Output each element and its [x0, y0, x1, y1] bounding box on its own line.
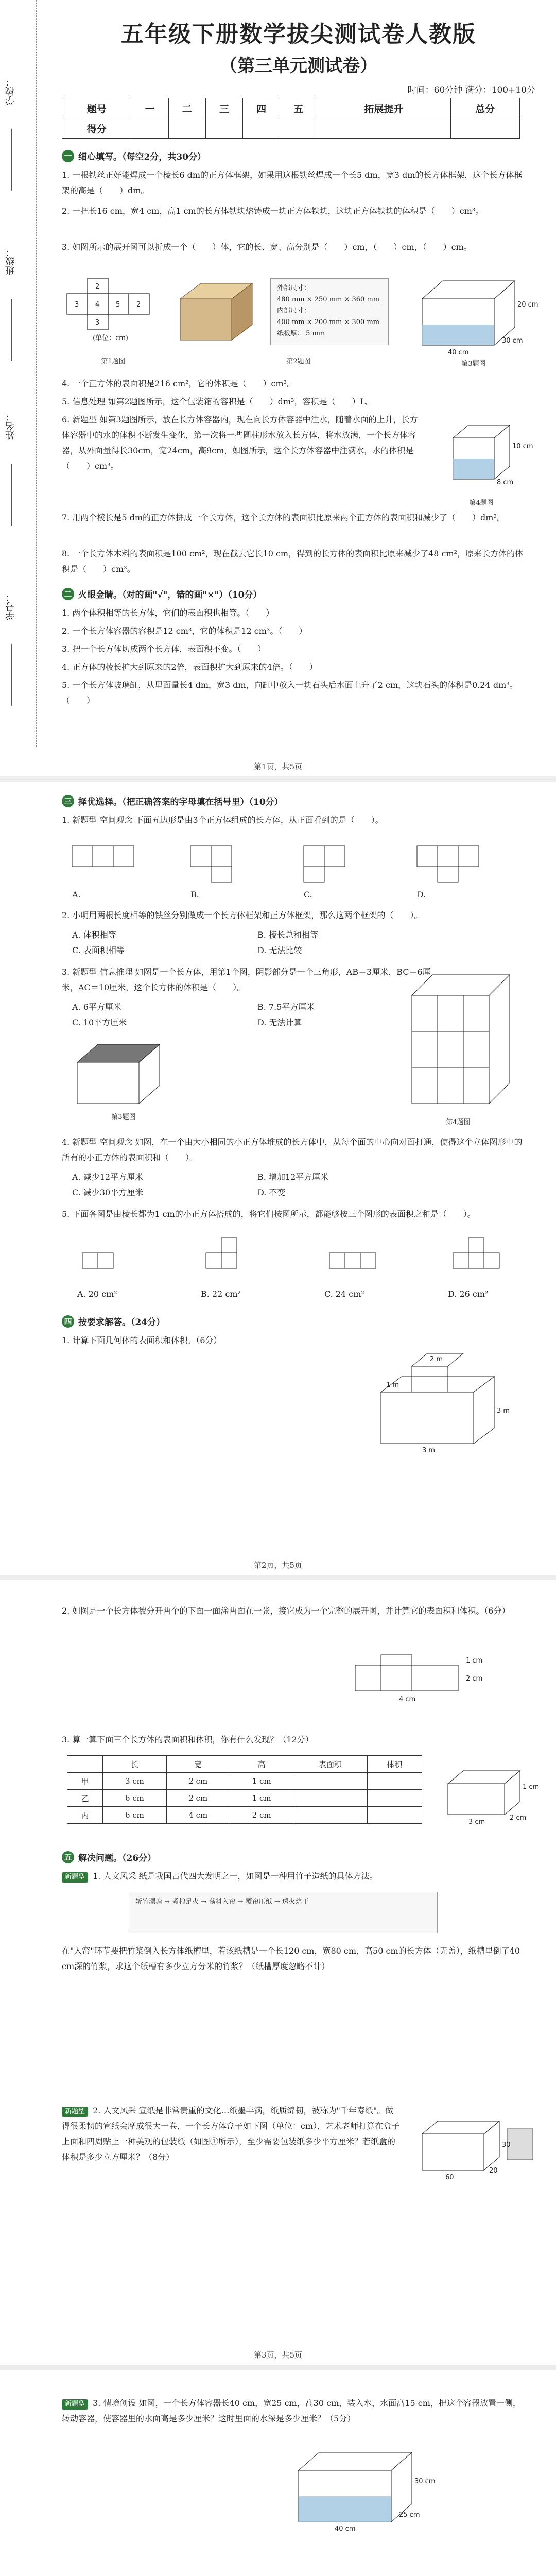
- net-dim: 2: [95, 283, 100, 291]
- problem-1-detail: 在"入帘"环节要把竹浆倒入长方体纸槽里，若该纸槽是一个长120 cm，宽80 cm，高50 cm的长方体（无盖），纸槽里倒了40 cm深的竹浆，求这个纸槽有多少立方分米的竹浆？（纸槽厚度忽略不计）: [62, 1946, 520, 1971]
- package-spec-card: [270, 278, 389, 345]
- figure-caption: 第1题图: [101, 358, 126, 365]
- page-title: 五年级下册数学拔尖测试卷人教版: [121, 21, 476, 47]
- score-cell[interactable]: [243, 118, 280, 139]
- judge-item-1: 1. 两个体积相等的长方体，它们的表面积也相等。（ ）: [62, 608, 274, 618]
- solid-dim: 3 m: [422, 1447, 436, 1454]
- choice-5-option-b[interactable]: B. 22 cm²: [201, 1289, 241, 1299]
- rotating-container-figure: [288, 2434, 436, 2533]
- water-container-figure: [412, 268, 538, 357]
- step-label: 煮楻足火: [172, 1898, 199, 1906]
- figure-caption: 第3题图: [111, 1113, 136, 1121]
- question-1-7: 7. 用两个棱长是5 dm的正方体拼成一个长方体，这个长方体的表面积比原来两个正方体的表面积和减少了（ ）dm²。: [62, 513, 505, 522]
- answer-cell[interactable]: [293, 1807, 367, 1824]
- page-footer: 第3页，共5页: [253, 2350, 303, 2360]
- table-cell: 2 cm: [166, 1790, 230, 1807]
- answer-cell[interactable]: [367, 1790, 422, 1807]
- section-5-heading: [62, 1851, 525, 1863]
- question-1-1: 1. 一根铁丝正好能焊成一个棱长6 dm的正方体框架，如果用这根铁丝焊成一个长5 dm，宽3 dm的长方体框架，这个长方体框架的高是（ ）dm。: [62, 170, 523, 195]
- score-table: [62, 98, 520, 139]
- table-row: [67, 1807, 422, 1824]
- package-box-figure: [175, 278, 263, 345]
- choice-1-option-d[interactable]: D.: [417, 890, 426, 900]
- net-figure: [67, 273, 165, 350]
- table-cell: 2 cm: [166, 1773, 230, 1790]
- table-cell: 丙: [67, 1807, 103, 1824]
- solid-dim: 3 m: [497, 1407, 510, 1415]
- score-header-cell: 四: [243, 98, 280, 118]
- box-dim: 20: [489, 2167, 498, 2175]
- question-1-3: 3. 如图所示的展开图可以折成一个（ ）体，它的长、宽、高分别是（ ）cm，（ ）cm，（ ）cm。: [62, 242, 472, 252]
- net-dim: 3: [95, 319, 100, 327]
- table-row: [67, 1773, 422, 1790]
- choice-4-option-c[interactable]: C. 减少30平方厘米: [72, 1188, 144, 1197]
- problem-3-text: 3. 情境创设 如图，一个长方体容器长40 cm，宽25 cm，高30 cm，装入水，水面高15 cm，把这个容器放置一侧，转动容器，使容器里的水面高是多少厘米？这时里面的水深是多少厘米？（5分）: [62, 2398, 521, 2424]
- step-label: 荡料入帘: [208, 1898, 236, 1906]
- table-cell: 3 cm: [103, 1773, 166, 1790]
- problem-1-text: 1. 人文风采 纸是我国古代四大发明之一，如图是一种用竹子造纸的具体方法。: [93, 1871, 378, 1881]
- score-header-cell: 拓展提升: [317, 98, 450, 118]
- answer-cell[interactable]: [293, 1790, 367, 1807]
- choice-1-option-b[interactable]: B.: [190, 890, 199, 900]
- choice-4-option-a[interactable]: A. 减少12平方厘米: [72, 1172, 144, 1182]
- choice-1-option-a[interactable]: A.: [72, 890, 81, 900]
- name-label: 姓名：: [5, 412, 16, 440]
- table-cell: 甲: [67, 1773, 103, 1790]
- page-footer: 第1页，共5页: [253, 762, 303, 771]
- judge-item-4: 4. 正方体的棱长扩大到原来的2倍，表面积扩大到原来的4倍。（ ）: [62, 662, 318, 672]
- cube-figure: [443, 417, 533, 495]
- choice-5-figures: [72, 1238, 525, 1284]
- figure-caption: 第3题图: [461, 360, 486, 368]
- figure-caption: 第4题图: [446, 1118, 471, 1126]
- choice-3-option-d[interactable]: D. 无法计算: [257, 1018, 302, 1027]
- container-dim: 30 cm: [414, 2478, 436, 2485]
- choice-5-option-a[interactable]: A. 20 cm²: [77, 1289, 117, 1299]
- section-title: 细心填写。（每空2分，共30分）: [78, 152, 206, 162]
- score-row-label: 得分: [62, 118, 131, 139]
- page-3: [0, 1578, 556, 2367]
- choice-2-option-d[interactable]: D. 无法比较: [257, 945, 302, 955]
- section-1-heading: [62, 149, 525, 162]
- choice-question-1: 1. 新题型 空间观念 下面五边形是由3个正方体组成的长方体，从正面看到的是（ ）。: [62, 815, 384, 825]
- score-header-cell: 二: [168, 98, 205, 118]
- solid-dim: 2 m: [430, 1355, 443, 1363]
- choice-4-cube-figure: [402, 964, 515, 1114]
- table-cell: 2 cm: [230, 1807, 293, 1824]
- score-header-cell: 五: [280, 98, 317, 118]
- net-strip-figure: [350, 1645, 515, 1706]
- choice-3-option-a[interactable]: A. 6平方厘米: [72, 1002, 121, 1012]
- table-cell: 6 cm: [103, 1790, 166, 1807]
- spec-line: 480 mm × 250 mm × 360 mm: [277, 296, 380, 303]
- choice-5-option-d[interactable]: D. 26 cm²: [448, 1289, 489, 1299]
- table-header-cell: 体积: [367, 1756, 422, 1773]
- table-cell: 乙: [67, 1790, 103, 1807]
- choice-4-option-d[interactable]: D. 不变: [257, 1188, 286, 1197]
- page-footer: 第2页，共5页: [253, 1561, 303, 1570]
- score-cell[interactable]: [450, 118, 520, 139]
- cuboid-dim: 1 cm: [523, 1783, 540, 1791]
- spec-line: 内部尺寸：: [277, 307, 311, 315]
- net-unit: (单位：cm): [93, 334, 128, 342]
- problem-2-text: 2. 人文风采 宣纸是非常贵重的文化…纸墨丰满，纸质绵韧，被称为"千年寿纸"。做得很柔韧的宣纸会摩成很大一卷，一个长方体盒子如下图（单位：cm），艺术老师打算在盒子上面和四周贴上一种美观的包装纸（如图①所示），至少需要包装纸多少平方厘米？若纸盒的体积是多少立方厘米？（8分）: [62, 2106, 400, 2162]
- choice-2-option-a[interactable]: A. 体积相等: [72, 930, 116, 940]
- choice-question-3: 3. 新题型 信息推理 如图是一个长方体，用第1个图，阴影部分是一个三角形，AB＝3厘米，BC＝6厘米，AC＝10厘米，这个长方体的体积是（ ）。: [62, 967, 431, 992]
- score-header-cell: 题号: [62, 98, 131, 118]
- container-dim: 30 cm: [502, 337, 523, 345]
- answer-cell[interactable]: [367, 1807, 422, 1824]
- solve-question-1: 1. 计算下面几何体的表面积和体积。（6分）: [62, 1335, 222, 1345]
- box-dim: 60: [445, 2174, 454, 2181]
- answer-cell[interactable]: [367, 1773, 422, 1790]
- score-cell[interactable]: [205, 118, 242, 139]
- answer-cell[interactable]: [293, 1773, 367, 1790]
- section-number-badge: 三: [62, 795, 74, 807]
- container-dim: 40 cm: [448, 349, 469, 357]
- question-1-6: 6. 新题型 如第3题图所示，放在长方体容器内，现在向长方体容器中注水，随着水面的上升，长方体容器中的水的体积不断发生变化，第一次将一些圆柱形水放入长方体，将水放满，一个长方体容器，从外面量得长30cm，宽24cm，高9cm，如图所示，这个长方体容器中注满水，水的体积是（ ）cm³。: [62, 415, 418, 471]
- figure-caption: 第4题图: [469, 499, 494, 507]
- choice-question-2: 2. 小明用两根长度相等的铁丝分别做成一个长方体框架和正方体框架，那么这两个框架的（ ）。: [62, 910, 423, 920]
- cuboid-data-table: [67, 1755, 422, 1824]
- name-line: [11, 464, 12, 526]
- new-type-tag: 新题型: [62, 2399, 88, 2410]
- section-2-heading: [62, 587, 525, 600]
- table-header-cell: 表面积: [293, 1756, 367, 1773]
- section-title: 按要求解答。（24分）: [78, 1317, 165, 1328]
- score-cell[interactable]: [131, 118, 168, 139]
- net-strip-dim: 4 cm: [399, 1696, 416, 1703]
- score-header-cell: 三: [205, 98, 242, 118]
- spec-line: 外部尺寸：: [277, 284, 311, 292]
- choice-5-option-c[interactable]: C. 24 cm²: [324, 1289, 364, 1299]
- spec-line: 纸板厚：: [277, 330, 304, 337]
- choice-2-option-b[interactable]: B. 棱长总和相等: [257, 930, 318, 940]
- table-cell: 6 cm: [103, 1807, 166, 1824]
- question-1-4: 4. 一个正方体的表面积是216 cm²，它的体积是（ ）cm³。: [62, 379, 296, 388]
- question-1-2: 2. 一把长16 cm，宽4 cm，高1 cm的长方体铁块熔铸成一块正方体铁块，这块正方体铁块的体积是（ ）cm³。: [62, 206, 484, 216]
- spec-line: 400 mm × 200 mm × 300 mm: [277, 318, 380, 326]
- section-number-badge: 一: [62, 150, 74, 162]
- new-type-tag: 新题型: [62, 1872, 88, 1883]
- page-4: [0, 2367, 556, 2576]
- papermaking-steps: 斩竹漂塘 → 煮楻足火 → 荡料入帘 → 覆帘压纸 → 透火焙干: [129, 1892, 438, 1933]
- choice-3-prism-figure: [72, 1037, 175, 1109]
- section-number-badge: 四: [62, 1315, 74, 1328]
- table-row: [67, 1790, 422, 1807]
- new-type-tag: 新题型: [62, 2107, 88, 2117]
- table-header-cell: [67, 1756, 103, 1773]
- cuboid-dim: 2 cm: [510, 1814, 527, 1822]
- net-dim: 5: [116, 301, 120, 309]
- net-dim: 3: [75, 301, 79, 309]
- student-id-label: 学号：: [5, 592, 16, 620]
- section-title: 火眼金睛。（对的画"√"，错的画"×"）（10分）: [78, 590, 262, 600]
- cuboid-dim: 3 cm: [468, 1818, 485, 1826]
- section-4-heading: [62, 1315, 525, 1328]
- net-dim: 2: [136, 301, 141, 309]
- small-cuboid-figure: [443, 1758, 540, 1830]
- table-header-row: [67, 1756, 422, 1773]
- score-value-row: [62, 118, 520, 139]
- page-2: [0, 779, 556, 1578]
- score-cell[interactable]: [280, 118, 317, 139]
- judge-item-5: 5. 一个长方体玻璃缸，从里面量长4 dm，宽3 dm，向缸中放入一块石头后水面上升了2 cm，这块石头的体积是0.24 dm³。（ ）: [62, 680, 518, 705]
- table-cell: 1 cm: [230, 1773, 293, 1790]
- score-header-row: [62, 98, 520, 118]
- table-header-cell: 高: [230, 1756, 293, 1773]
- cube-dim: 10 cm: [512, 443, 533, 450]
- table-header-cell: 宽: [166, 1756, 230, 1773]
- step-label: 透火焙干: [282, 1898, 309, 1906]
- binding-margin: [0, 0, 37, 747]
- net-dim: 4: [95, 301, 100, 309]
- solve-question-3: 3. 算一算下面三个长方体的表面积和体积，你有什么发现？（12分）: [62, 1735, 314, 1744]
- score-cell[interactable]: [317, 118, 450, 139]
- container-dim: 40 cm: [335, 2525, 356, 2533]
- choice-3-option-b[interactable]: B. 7.5平方厘米: [257, 1002, 315, 1012]
- spec-line: 5 mm: [306, 330, 325, 337]
- class-line: [11, 299, 12, 361]
- judge-item-2: 2. 一个长方体容器的容积是12 cm³，它的体积是12 cm³。（ ）: [62, 626, 307, 636]
- section-3-heading: [62, 794, 525, 807]
- class-label: 班级：: [5, 247, 16, 275]
- table-cell: 4 cm: [166, 1807, 230, 1824]
- container-dim: 20 cm: [517, 301, 538, 309]
- exam-meta: 时间：60分钟 满分：100+10分: [407, 85, 535, 95]
- student-id-line: [11, 644, 12, 706]
- school-label: 学校：: [5, 77, 16, 105]
- choice-3-option-c[interactable]: C. 10平方厘米: [72, 1018, 127, 1027]
- choice-2-option-c[interactable]: C. 表面积相等: [72, 945, 125, 955]
- page-subtitle: （第三单元测试卷）: [220, 56, 377, 76]
- choice-1-figures: [67, 836, 520, 887]
- section-title: 解决问题。（26分）: [78, 1853, 157, 1863]
- choice-question-5: 5. 下面各图是由棱长都为1 cm的小正方体搭成的，将它们按图所示，都能够按三个图形的表面积之和是（ ）。: [62, 1209, 476, 1219]
- page-1: [0, 0, 556, 779]
- section-number-badge: 二: [62, 588, 74, 600]
- figure-caption: 第2题图: [286, 358, 311, 365]
- problem-2: [62, 2103, 402, 2165]
- section-title: 择优选择。（把正确答案的字母填在括号里）（10分）: [78, 797, 283, 807]
- composite-solid-figure: [371, 1351, 515, 1454]
- section-number-badge: 五: [62, 1851, 74, 1863]
- net-strip-dim: 1 cm: [466, 1657, 483, 1665]
- box-dim: 30: [502, 2141, 511, 2149]
- step-label: 斩竹漂塘: [135, 1898, 163, 1906]
- xuan-paper-box-figure: [417, 2108, 535, 2180]
- container-dim: 25 cm: [399, 2511, 420, 2519]
- question-1-5: 5. 信息处理 如第2题图所示，这个包装箱的容积是（ ）dm³，容积是（ ）L。: [62, 397, 374, 406]
- solid-dim: 1 m: [386, 1381, 399, 1389]
- problem-3: [62, 2396, 525, 2427]
- choice-1-option-c[interactable]: C.: [304, 890, 312, 900]
- solve-question-2: 2. 如图是一个长方体被分开两个的下面一面涂两面在一张，接它成为一个完整的展开图，并计算它的表面积和体积。（6分）: [62, 1606, 510, 1616]
- problem-1: [62, 1869, 530, 1884]
- score-header-cell: 总分: [450, 98, 520, 118]
- cube-dim: 8 cm: [497, 479, 514, 486]
- table-header-cell: 长: [103, 1756, 166, 1773]
- question-1-8: 8. 一个长方体木料的表面积是100 cm²，现在截去它长10 cm，得到的长方体的表面积比原来减少了48 cm²，原来长方体的体积是（ ）cm³。: [62, 549, 524, 574]
- step-label: 覆帘压纸: [245, 1898, 272, 1906]
- school-line: [11, 129, 12, 191]
- net-strip-dim: 2 cm: [466, 1675, 483, 1683]
- table-cell: 1 cm: [230, 1790, 293, 1807]
- score-header-cell: 一: [131, 98, 168, 118]
- choice-question-4: 4. 新题型 空间观念 如图，在一个由大小相同的小正方体堆成的长方体中，从每个面的中心向对面打通，使得这个立体图形中的所有的小正方体的表面积和（ ）。: [62, 1137, 523, 1162]
- choice-4-option-b[interactable]: B. 增加12平方厘米: [257, 1172, 329, 1182]
- judge-item-3: 3. 把一个长方体切成两个长方体，表面积不变。（ ）: [62, 644, 266, 654]
- score-cell[interactable]: [168, 118, 205, 139]
